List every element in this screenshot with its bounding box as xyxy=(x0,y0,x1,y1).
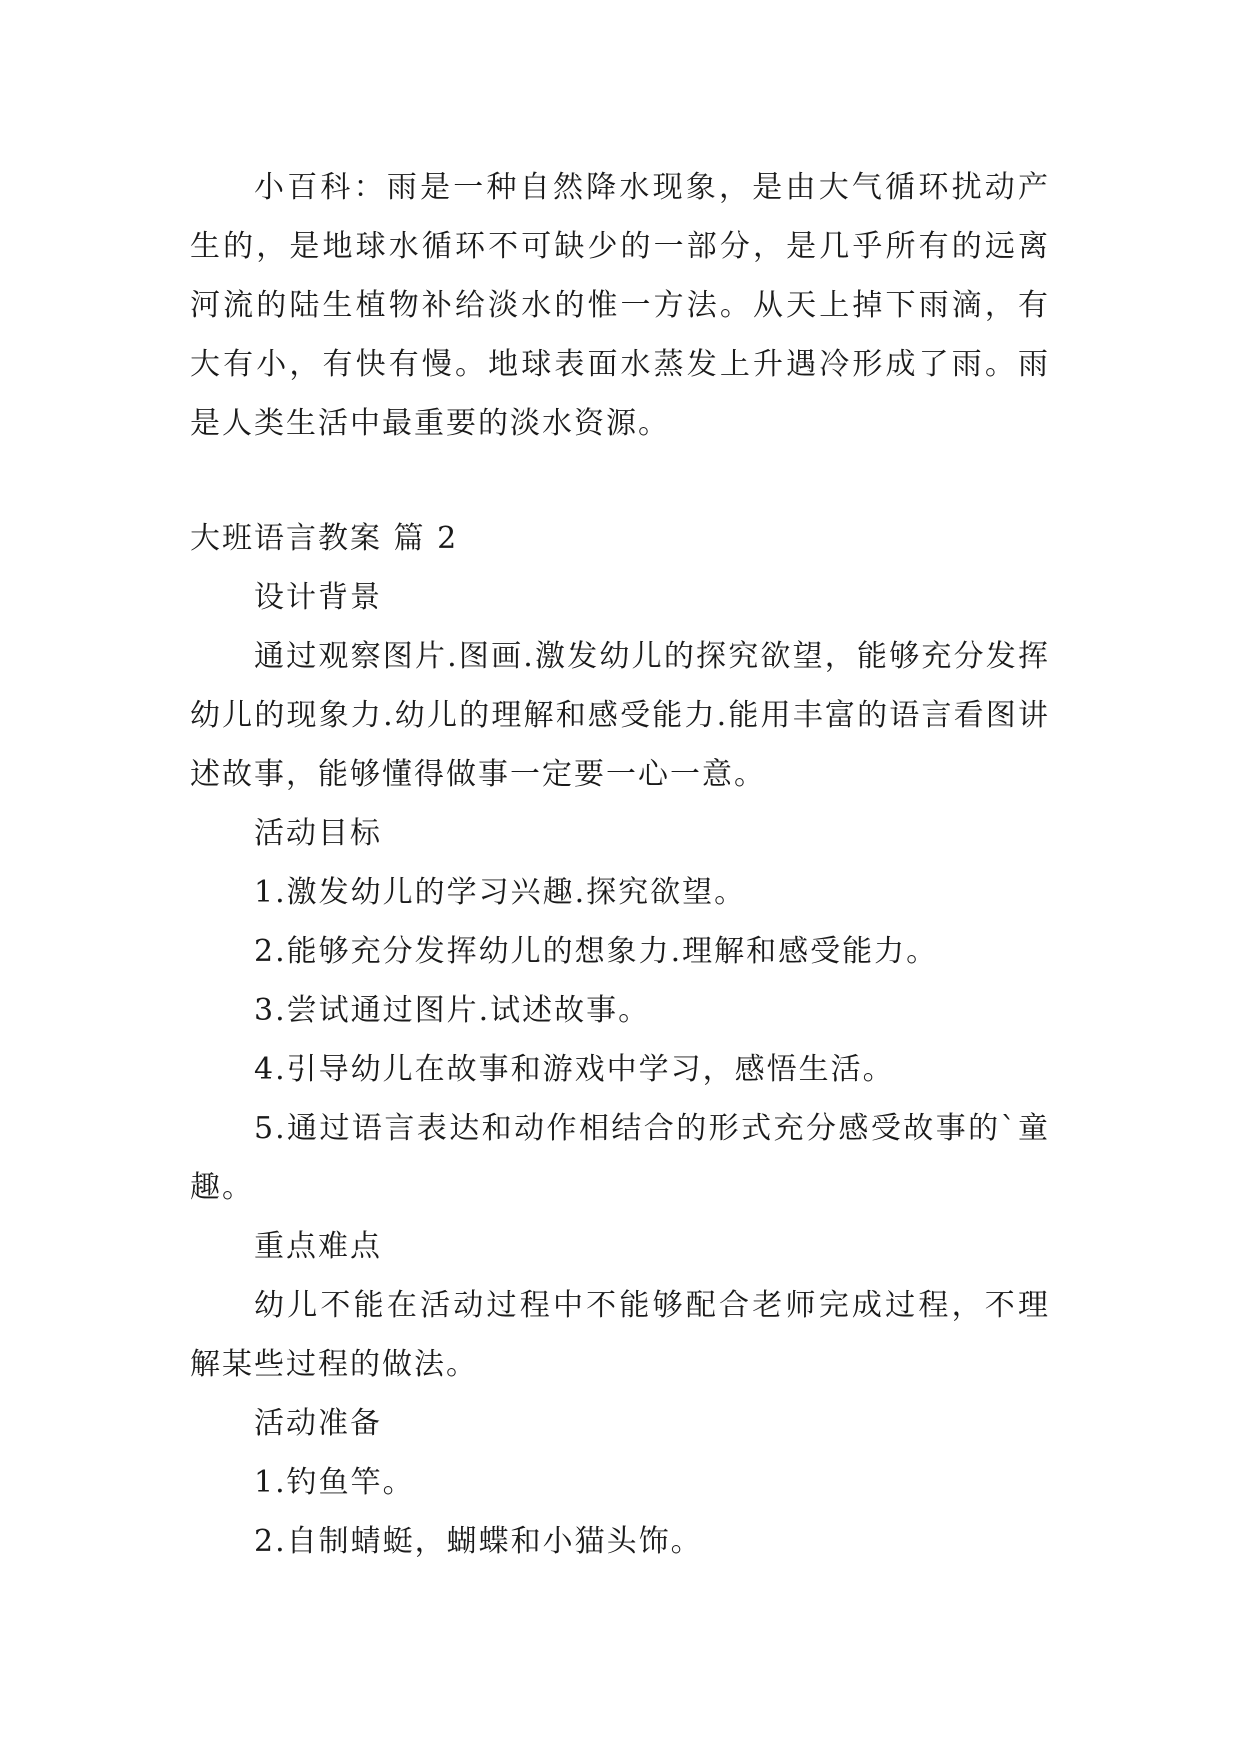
difficulty-heading: 重点难点 xyxy=(254,1229,382,1264)
goal-item: 1.激发幼儿的学习兴趣.探究欲望。 xyxy=(254,875,747,910)
difficulty-paragraph: 幼儿不能在活动过程中不能够配合老师完成过程，不理解某些过程的做法。 xyxy=(190,1288,1050,1382)
goal-item: 4.引导幼儿在故事和游戏中学习，感悟生活。 xyxy=(254,1052,895,1087)
section-spacer xyxy=(190,453,1050,509)
background-paragraph: 通过观察图片.图画.激发幼儿的探究欲望，能够充分发挥幼儿的现象力.幼儿的理解和感受能力.能用丰富的语言看图讲述故事，能够懂得做事一定要一心一意。 xyxy=(190,639,1050,792)
prep-item: 2.自制蜻蜓，蝴蝶和小猫头饰。 xyxy=(254,1524,703,1559)
document-body xyxy=(190,158,1050,1571)
section-title: 大班语言教案 篇 2 xyxy=(190,521,459,556)
goal-item: 5.通过语言表达和动作相结合的形式充分感受故事的`童趣。 xyxy=(190,1111,1050,1205)
prep-item: 1.钓鱼竿。 xyxy=(254,1465,415,1500)
goal-item: 3.尝试通过图片.试述故事。 xyxy=(254,993,651,1028)
goals-heading: 活动目标 xyxy=(254,816,382,851)
prep-heading: 活动准备 xyxy=(254,1406,382,1441)
encyclopedia-paragraph: 小百科：雨是一种自然降水现象，是由大气循环扰动产生的，是地球水循环不可缺少的一部分，是几乎所有的远离河流的陆生植物补给淡水的惟一方法。从天上掉下雨滴，有大有小，有快有慢。地球表面水蒸发上升遇冷形成了雨。雨是人类生活中最重要的淡水资源。 xyxy=(190,170,1050,441)
goal-item: 2.能够充分发挥幼儿的想象力.理解和感受能力。 xyxy=(254,934,939,969)
background-heading: 设计背景 xyxy=(254,580,382,615)
